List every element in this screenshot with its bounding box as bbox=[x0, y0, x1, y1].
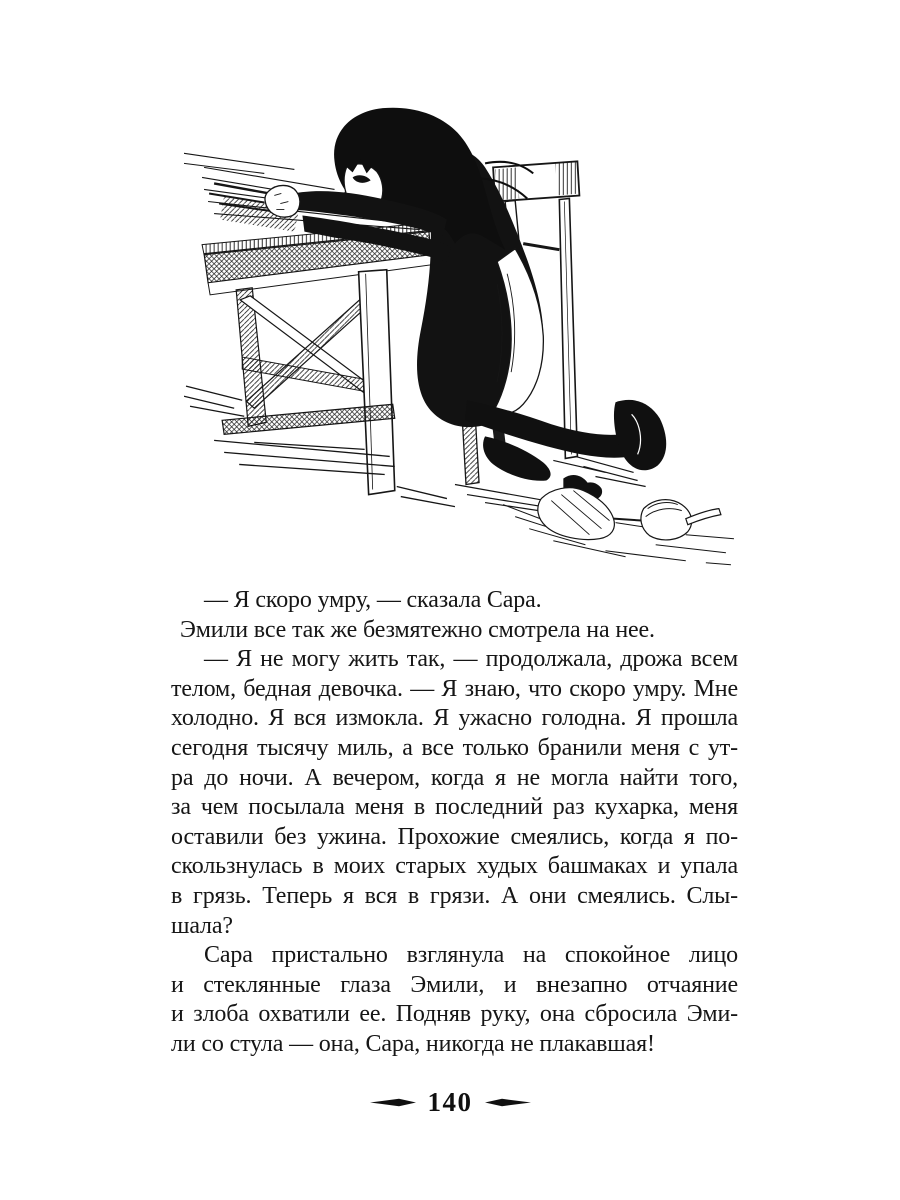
text-line: ра до ночи. А вечером, когда я не могла найти того, bbox=[171, 764, 738, 791]
text-line: телом, бедная девочка. — Я знаю, что скоро умру. Мне bbox=[171, 675, 738, 702]
text-line: Сара пристально взглянула на спокойное лицо bbox=[204, 942, 738, 969]
illustration bbox=[184, 103, 746, 575]
page-number-ornament-left bbox=[370, 1098, 416, 1107]
fist bbox=[265, 185, 300, 217]
text-line: и стеклянные глаза Эмили, и внезапно отчаяние bbox=[171, 971, 738, 998]
body-text bbox=[171, 586, 738, 1060]
page-footer bbox=[0, 1089, 900, 1116]
doll bbox=[503, 475, 734, 565]
doll-head bbox=[641, 500, 692, 540]
text-line: в грязь. Теперь я вся в грязи. А они смеялись. Слы- bbox=[171, 882, 738, 909]
text-line: холодно. Я вся измокла. Я ужасно голодна. Я прошла bbox=[171, 705, 738, 732]
text-line: — Я скоро умру, — сказала Сара. bbox=[204, 587, 542, 613]
text-line: Эмили все так же безмятежно смотрела на нее. bbox=[180, 616, 655, 643]
text-line: за чем посылала меня в последний раз кухарка, меня bbox=[171, 794, 738, 821]
text-line: скользнулась в моих старых худых башмаках и упала bbox=[171, 853, 738, 880]
doll-arm bbox=[686, 509, 721, 525]
page-number-ornament-right bbox=[485, 1098, 531, 1107]
text-line: и злоба охватили ее. Подняв руку, она сбросила Эми- bbox=[171, 1001, 738, 1028]
text-line: оставили без ужина. Прохожие смеялись, когда я по- bbox=[171, 823, 738, 850]
floor-shadow-left bbox=[184, 386, 455, 506]
text-line: шала? bbox=[171, 912, 233, 939]
girl-asleep-at-table-illustration bbox=[184, 103, 746, 575]
text-line: — Я не могу жить так, — продолжала, дрожа всем bbox=[204, 646, 738, 673]
text-line: сегодня тысячу миль, а все только бранили меня с ут- bbox=[171, 734, 738, 761]
doll-dress bbox=[538, 488, 615, 540]
page-number: 140 bbox=[427, 1087, 473, 1117]
text-line: ли со стула — она, Сара, никогда не плакавшая! bbox=[171, 1030, 655, 1057]
